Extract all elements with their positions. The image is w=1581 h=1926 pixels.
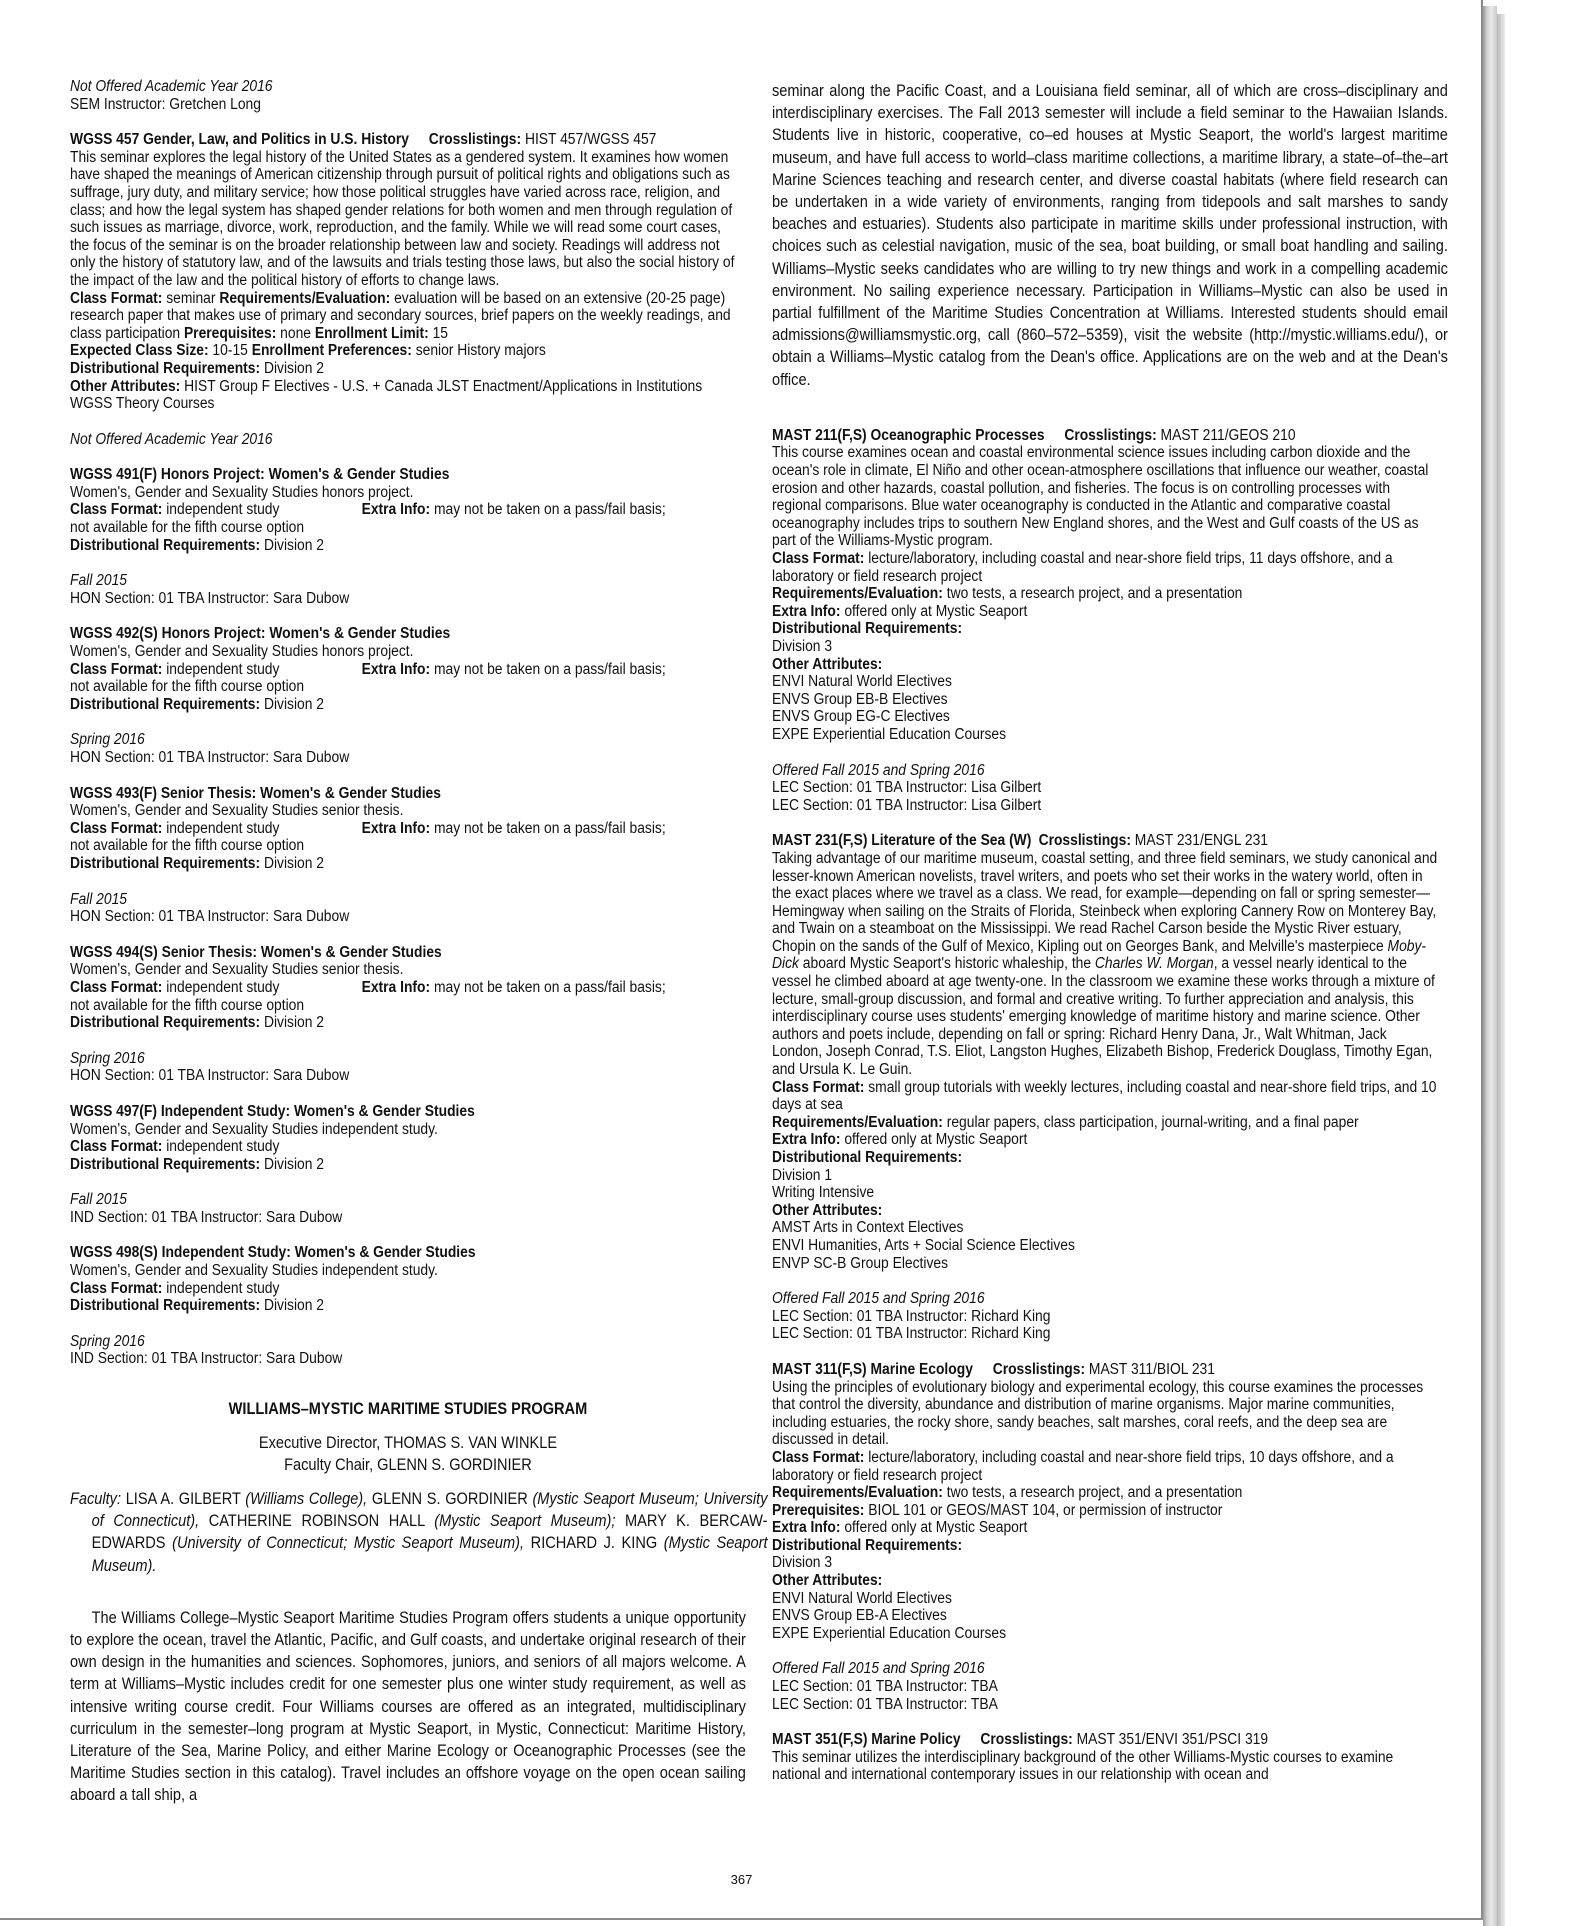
other-attributes-label: Other Attributes:	[772, 1572, 883, 1590]
distrib-value: Writing Intensive	[772, 1184, 875, 1202]
section-line: LEC Section: 01 TBA Instructor: Lisa Gilbert	[772, 796, 1042, 814]
class-format-value: independent study	[162, 978, 280, 996]
section-line: HON Section: 01 TBA Instructor: Sara Dubow	[70, 1067, 350, 1085]
distrib-value: Division 2	[260, 1155, 324, 1173]
term-label: Offered Fall 2015 and Spring 2016	[772, 1290, 985, 1308]
enrollment-pref-label: Enrollment Preferences:	[251, 342, 412, 360]
term-label: Fall 2015	[70, 572, 127, 590]
class-format-value: independent study	[162, 1279, 280, 1297]
crosslistings-value: MAST 311/BIOL 231	[1085, 1360, 1215, 1378]
course-wgss492	[70, 625, 738, 766]
term-label: Spring 2016	[70, 731, 145, 749]
requirements-label: Requirements/Evaluation:	[772, 1484, 943, 1502]
class-format-label: Class Format:	[70, 978, 163, 996]
course-wgss494	[70, 944, 738, 1085]
enrollment-limit-value: 15	[428, 324, 449, 342]
class-format-label: Class Format:	[70, 660, 163, 678]
faculty-affiliation: (Mystic Seaport Museum).	[91, 1534, 768, 1575]
intro-paragraph-cont: seminar along the Pacific Coast, and a Louisiana field seminar, all of which are cross–disciplinary and interdisciplinary exercises. The Fall 2013 semester will include a field seminar to the Hawaiian Islands. Students live in historic, cooperative, co–ed houses at Mystic Seaport, the world's largest maritime museum, and have full access to world–class maritime collections, a maritime library, a state–of–the–art Marine Sciences teaching and research center, and diverse coastal habitats (where field research can be undertaken in a wide variety of environments, ranging from tidepools and salt marshes to sandy beaches and estuaries). Students also participate in maritime skills under professional instruction, with choices such as celestial navigation, music of the sea, boat building, or small boat handling and sailing. Williams–Mystic seeks candidates who are willing to try new things and work in a compelling academic environment. No sailing experience necessary. Participation in Williams–Mystic can also be used in partial fulfillment of the Maritime Studies Concentration at Williams. Interested students should email admissions@williamsmystic.org, call (860–572–5359), visit the website (http://mystic.williams.edu/), or obtain a Williams–Mystic catalog from the Dean's office. Applications are on the web and at the Dean's office.	[772, 82, 1448, 389]
course-title: WGSS 498(S) Independent Study: Women's & Gender Studies	[70, 1244, 476, 1262]
page-number: 367	[730, 1872, 753, 1887]
extra-info-label: Extra Info:	[361, 501, 431, 519]
class-format-value: independent study	[162, 501, 280, 519]
distrib-label: Distributional Requirements:	[772, 1149, 963, 1166]
section-line: LEC Section: 01 TBA Instructor: Richard King	[772, 1307, 1051, 1325]
course-description: Women's, Gender and Sexuality Studies honors project.	[70, 643, 414, 661]
distrib-value: Division 2	[260, 854, 324, 872]
course-description: Women's, Gender and Sexuality Studies independent study.	[70, 1120, 438, 1138]
course-description: This seminar utilizes the interdisciplinary background of the other Williams-Mystic courses to examine national and international contemporary issues in our relationship with ocean and	[772, 1748, 1394, 1784]
section-line: LEC Section: 01 TBA Instructor: TBA	[772, 1695, 998, 1713]
extra-info-label: Extra Info:	[361, 660, 431, 678]
program-heading: WILLIAMS–MYSTIC MARITIME STUDIES PROGRAM	[228, 1400, 588, 1419]
class-size-value: 10-15	[208, 342, 252, 360]
faculty-affiliation: (University of Connecticut; Mystic Seaport Museum),	[172, 1534, 525, 1553]
requirements-value: two tests, a research project, and a presentation	[942, 585, 1243, 603]
extra-info-value: may not be taken on a pass/fail basis;	[430, 978, 666, 996]
extra-info-label: Extra Info:	[772, 1131, 841, 1149]
term-label: Spring 2016	[70, 1332, 145, 1350]
faculty-name: CATHERINE ROBINSON HALL	[199, 1512, 435, 1531]
class-format-value: seminar	[162, 289, 220, 307]
extra-info-value: offered only at Mystic Seaport	[840, 1131, 1028, 1149]
attribute-item: ENVS Group EB-B Electives	[772, 690, 948, 708]
class-format-label: Class Format:	[70, 289, 163, 307]
section-line: SEM Instructor: Gretchen Long	[70, 95, 261, 113]
right-column	[772, 80, 1448, 1784]
distrib-value: Division 2	[260, 359, 324, 377]
section-line: LEC Section: 01 TBA Instructor: Lisa Gilbert	[772, 779, 1042, 797]
crosslistings-value: HIST 457/WGSS 457	[521, 131, 657, 149]
crosslistings-label: Crosslistings:	[980, 1731, 1073, 1749]
distrib-value: Division 3	[772, 637, 833, 655]
attribute-item: ENVS Group EG-C Electives	[772, 708, 950, 726]
desc-text: Taking advantage of our maritime museum, coastal setting, and three field seminars, we study canonical and lesser-known American novelists, travel writers, and poets who set their works in the watery world, often in the exact places where we travel as a class. We read, for example—depending on fall or spring semester—Hemingway when sailing on the Straits of Florida, Steinbeck when exploring Cannery Row on Monterey Bay, and Twain on a steamboat on the Mississippi. We read Rachel Carson beside the Mystic River estuary, Chopin on the sands of the Gulf of Mexico, Kipling out on Georges Bank, and Melville's masterpiece	[772, 849, 1438, 955]
enrollment-pref-value: senior History majors	[411, 342, 546, 360]
crosslistings-value: MAST 351/ENVI 351/PSCI 319	[1072, 1731, 1269, 1749]
course-mast211	[772, 427, 1440, 814]
distrib-label: Distributional Requirements:	[772, 620, 963, 638]
class-format-label: Class Format:	[772, 1448, 865, 1466]
enrollment-limit-label: Enrollment Limit:	[314, 324, 429, 342]
term-label: Offered Fall 2015 and Spring 2016	[772, 1660, 985, 1678]
program-intro	[70, 1607, 746, 1807]
attribute-item: ENVP SC-B Group Electives	[772, 1254, 949, 1272]
term-label: Not Offered Academic Year 2016	[70, 430, 273, 448]
term-label: Fall 2015	[70, 1191, 127, 1209]
program-chair: Faculty Chair, GLENN S. GORDINIER	[284, 1456, 532, 1475]
class-format-value: independent study	[162, 660, 280, 678]
book-title: Moby-Dick	[772, 937, 1427, 973]
desc-text: aboard Mystic Seaport's historic whaleship, the	[798, 955, 1095, 973]
faculty-name: MARY K. BERCAW-EDWARDS	[91, 1512, 768, 1553]
section-line: HON Section: 01 TBA Instructor: Sara Dubow	[70, 589, 350, 607]
prerequisites-label: Prerequisites:	[183, 324, 277, 342]
course-title: WGSS 493(F) Senior Thesis: Women's & Gender Studies	[70, 784, 441, 802]
top-note	[70, 78, 738, 113]
prerequisites-value: BIOL 101 or GEOS/MAST 104, or permission of instructor	[864, 1501, 1223, 1519]
other-attributes-label: Other Attributes:	[70, 377, 181, 395]
distrib-value: Division 3	[772, 1554, 833, 1572]
course-description: Women's, Gender and Sexuality Studies senior thesis.	[70, 802, 404, 820]
program-director: Executive Director, THOMAS S. VAN WINKLE	[258, 1434, 558, 1453]
attribute-item: EXPE Experiential Education Courses	[772, 725, 1007, 743]
course-mast231	[772, 832, 1440, 1343]
extra-info-value: offered only at Mystic Seaport	[840, 1519, 1028, 1537]
course-description: This course examines ocean and coastal environmental science issues including carbon dioxide and the ocean's role in climate, El Niño and other ocean-atmosphere oscillations that influence our weather, coastal erosion and other hazards, coastal pollution, and fisheries. The focus is on controlling processes with regional comparisons. Blue water oceanography is conducted in the Atlantic and comparative coastal oceanography includes trips to southern New England shores, and the West and Gulf coasts of the US as part of the Williams-Mystic program.	[772, 444, 1429, 550]
class-format-label: Class Format:	[772, 550, 865, 567]
distrib-value: Division 2	[260, 536, 324, 554]
extra-info-label: Extra Info:	[361, 819, 431, 837]
faculty-label: Faculty:	[70, 1490, 122, 1509]
course-description: This seminar explores the legal history of the United States as a gendered system. It examines how women have shaped the meanings of American citizenship through pursuit of political rights and obligations such as suffrage, jury duty, and military service; how those political struggles have varied across race, religion, and class; and how the legal system has shaped gender relations for both women and men through regulation of such issues as marriage, divorce, work, reproduction, and the family. While we will read some court cases, the focus of the seminar is on the broader relationship between law and society. Readings will address not only the history of statutory law, and of the lawsuits and trials testing those laws, but also the social history of the impact of the law and the political history of efforts to change laws.	[70, 148, 735, 289]
requirements-label: Requirements/Evaluation:	[772, 1113, 943, 1131]
page-edge-shadow	[1497, 14, 1505, 1926]
course-wgss498	[70, 1244, 738, 1368]
term-label: Spring 2016	[70, 1049, 145, 1067]
intro-continued	[772, 80, 1448, 391]
class-size-label: Expected Class Size:	[70, 342, 209, 360]
attribute-item: ENVS Group EB-A Electives	[772, 1607, 947, 1625]
faculty-name: GLENN S. GORDINIER	[367, 1490, 533, 1509]
term-label: Offered Fall 2015 and Spring 2016	[772, 761, 985, 779]
faculty-affiliation: (Williams College),	[245, 1490, 368, 1509]
extra-info-cont: not available for the fifth course option	[70, 678, 305, 696]
class-format-label: Class Format:	[70, 1279, 163, 1297]
attribute-item: ENVI Natural World Electives	[772, 673, 952, 691]
class-format-value: independent study	[162, 819, 280, 837]
requirements-value: evaluation will be based on an extensive (20-25 page) research paper that makes use of primary and secondary sources, brief papers on the weekly readings, and class participation	[70, 289, 731, 342]
crosslistings-value: MAST 231/ENGL 231	[1130, 832, 1268, 850]
extra-info-value: may not be taken on a pass/fail basis;	[430, 819, 666, 837]
attribute-item: ENVI Natural World Electives	[772, 1589, 952, 1607]
section-line: LEC Section: 01 TBA Instructor: TBA	[772, 1678, 998, 1696]
faculty-affiliation: (Mystic Seaport Museum; University of Connecticut),	[91, 1490, 768, 1531]
class-format-value: lecture/laboratory, including coastal and near-shore field trips, 11 days offshore, and a laboratory or field research project	[772, 550, 1393, 585]
course-title: MAST 231(F,S) Literature of the Sea (W)	[772, 832, 1032, 850]
distrib-value: Division 2	[260, 695, 324, 713]
attribute-item: AMST Arts in Context Electives	[772, 1219, 964, 1237]
crosslistings-label: Crosslistings:	[992, 1360, 1086, 1378]
crosslistings-value: MAST 211/GEOS 210	[1156, 426, 1296, 444]
distrib-value: Division 2	[260, 1297, 324, 1315]
course-description: Women's, Gender and Sexuality Studies senior thesis.	[70, 961, 404, 979]
course-description: Women's, Gender and Sexuality Studies honors project.	[70, 483, 414, 501]
ship-name: Charles W. Morgan	[1094, 955, 1214, 973]
faculty-affiliation: (Mystic Seaport Museum);	[434, 1512, 616, 1531]
class-format-label: Class Format:	[70, 1138, 163, 1156]
faculty-name: LISA A. GILBERT	[121, 1490, 246, 1509]
distrib-value: Division 2	[260, 1014, 324, 1032]
course-wgss497	[70, 1103, 738, 1227]
class-format-value: independent study	[162, 1138, 280, 1156]
left-column	[70, 78, 768, 1807]
distrib-label: Distributional Requirements:	[70, 854, 261, 872]
course-title: WGSS 492(S) Honors Project: Women's & Gender Studies	[70, 625, 451, 643]
distrib-label: Distributional Requirements:	[772, 1536, 963, 1554]
attribute-item: ENVI Humanities, Arts + Social Science Electives	[772, 1236, 1075, 1254]
course-wgss457	[70, 131, 738, 448]
distrib-label: Distributional Requirements:	[70, 695, 261, 713]
distrib-value: Division 1	[772, 1166, 833, 1184]
section-line: HON Section: 01 TBA Instructor: Sara Dubow	[70, 908, 350, 926]
section-line: IND Section: 01 TBA Instructor: Sara Dubow	[70, 1350, 343, 1368]
prerequisites-label: Prerequisites:	[772, 1501, 865, 1519]
other-attributes-label: Other Attributes:	[772, 655, 883, 673]
course-description: Using the principles of evolutionary biology and experimental ecology, this course examines the processes that control the diversity, abundance and distribution of marine organisms. Major marine communities, including estuaries, the rocky shore, sandy beaches, salt marshes, coral reefs, and the deep sea are discussed in detail.	[772, 1378, 1424, 1449]
term-label: Fall 2015	[70, 890, 127, 908]
course-title: MAST 351(F,S) Marine Policy	[772, 1731, 961, 1749]
section-line: HON Section: 01 TBA Instructor: Sara Dubow	[70, 749, 350, 766]
class-format-label: Class Format:	[70, 501, 163, 519]
course-wgss493	[70, 785, 738, 926]
extra-info-cont: not available for the fifth course option	[70, 519, 305, 537]
class-format-label: Class Format:	[772, 1078, 865, 1096]
course-title: WGSS 497(F) Independent Study: Women's & Gender Studies	[70, 1102, 475, 1120]
distrib-label: Distributional Requirements:	[70, 1297, 261, 1315]
extra-info-value: may not be taken on a pass/fail basis;	[430, 660, 666, 678]
requirements-label: Requirements/Evaluation:	[219, 289, 391, 307]
extra-info-value: may not be taken on a pass/fail basis;	[430, 501, 666, 519]
requirements-label: Requirements/Evaluation:	[772, 585, 943, 603]
course-description: Women's, Gender and Sexuality Studies independent study.	[70, 1262, 438, 1280]
course-mast311	[772, 1361, 1440, 1713]
class-format-value: lecture/laboratory, including coastal and near-shore field trips, 10 days offshore, and a laboratory or field research project	[772, 1448, 1394, 1484]
course-title: WGSS 491(F) Honors Project: Women's & Gender Studies	[70, 466, 450, 484]
class-format-label: Class Format:	[70, 819, 163, 837]
course-title: WGSS 457 Gender, Law, and Politics in U.S. History	[70, 131, 409, 149]
distrib-label: Distributional Requirements:	[70, 1014, 261, 1032]
extra-info-label: Extra Info:	[361, 978, 431, 996]
attribute-item: EXPE Experiential Education Courses	[772, 1624, 1007, 1642]
requirements-value: two tests, a research project, and a presentation	[942, 1484, 1243, 1502]
course-title: WGSS 494(S) Senior Thesis: Women's & Gender Studies	[70, 943, 442, 961]
crosslistings-label: Crosslistings:	[1038, 832, 1131, 850]
term-label: Not Offered Academic Year 2016	[70, 78, 273, 95]
course-title: MAST 311(F,S) Marine Ecology	[772, 1360, 973, 1378]
extra-info-value: offered only at Mystic Seaport	[840, 602, 1028, 620]
requirements-value: regular papers, class participation, journal-writing, and a final paper	[942, 1113, 1359, 1131]
crosslistings-label: Crosslistings:	[428, 131, 522, 149]
intro-paragraph: The Williams College–Mystic Seaport Maritime Studies Program offers students a unique opportunity to explore the ocean, travel the Atlantic, Pacific, and Gulf coasts, and undertake original research of their own design in the humanities and sciences. Sophomores, juniors, and seniors of all majors welcome. A term at Williams–Mystic includes credit for one semester plus one winter study requirement, as well as intensive writing course credit. Four Williams courses are offered as an integrated, multidisciplinary curriculum in the semester–long program at Mystic Seaport, in Mystic, Connecticut: Maritime History, Literature of the Sea, Marine Policy, and either Marine Ecology or Oceanographic Processes (see the Maritime Studies section in this catalog). Travel includes an offshore voyage on the open ocean sailing aboard a tall ship, a	[70, 1608, 746, 1805]
faculty-list	[70, 1488, 768, 1577]
page-edge	[1483, 6, 1497, 1926]
other-attributes-label: Other Attributes:	[772, 1201, 883, 1219]
course-description	[772, 850, 1440, 1079]
extra-info-cont: not available for the fifth course option	[70, 996, 305, 1014]
class-format-value: small group tutorials with weekly lectures, including coastal and near-shore field trips, and 10 days at sea	[772, 1078, 1437, 1114]
distrib-label: Distributional Requirements:	[70, 1155, 261, 1173]
distrib-label: Distributional Requirements:	[70, 536, 261, 554]
section-line: LEC Section: 01 TBA Instructor: Richard King	[772, 1325, 1051, 1343]
desc-text: , a vessel nearly identical to the vessel he climbed aboard at age twenty-one. In the classroom we examine these works through a mixture of lecture, small-group discussion, and formal and creative writing. To further appreciation and analysis, this interdisciplinary course uses students' emerging knowledge of maritime history and marine science. Other authors and poets include, depending on fall or spring: Richard Henry Dana, Jr., Walt Whitman, Jack London, Joseph Conrad, T.S. Eliot, Langston Hughes, Elizabeth Bishop, Frederick Douglass, Timothy Egan, and Ursula K. Le Guin.	[772, 955, 1435, 1079]
course-mast351	[772, 1731, 1440, 1784]
crosslistings-label: Crosslistings:	[1064, 426, 1157, 444]
extra-info-label: Extra Info:	[772, 1519, 841, 1537]
prerequisites-value: none	[276, 324, 315, 342]
extra-info-label: Extra Info:	[772, 602, 841, 620]
section-line: IND Section: 01 TBA Instructor: Sara Dubow	[70, 1208, 343, 1226]
course-title: MAST 211(F,S) Oceanographic Processes	[772, 426, 1045, 444]
distrib-label: Distributional Requirements:	[70, 359, 261, 377]
extra-info-cont: not available for the fifth course option	[70, 837, 305, 855]
other-attributes-value: HIST Group F Electives - U.S. + Canada JLST Enactment/Applications in Institutions WGSS Theory Courses	[70, 377, 703, 413]
faculty-name: RICHARD J. KING	[524, 1534, 664, 1553]
course-wgss491	[70, 466, 738, 607]
